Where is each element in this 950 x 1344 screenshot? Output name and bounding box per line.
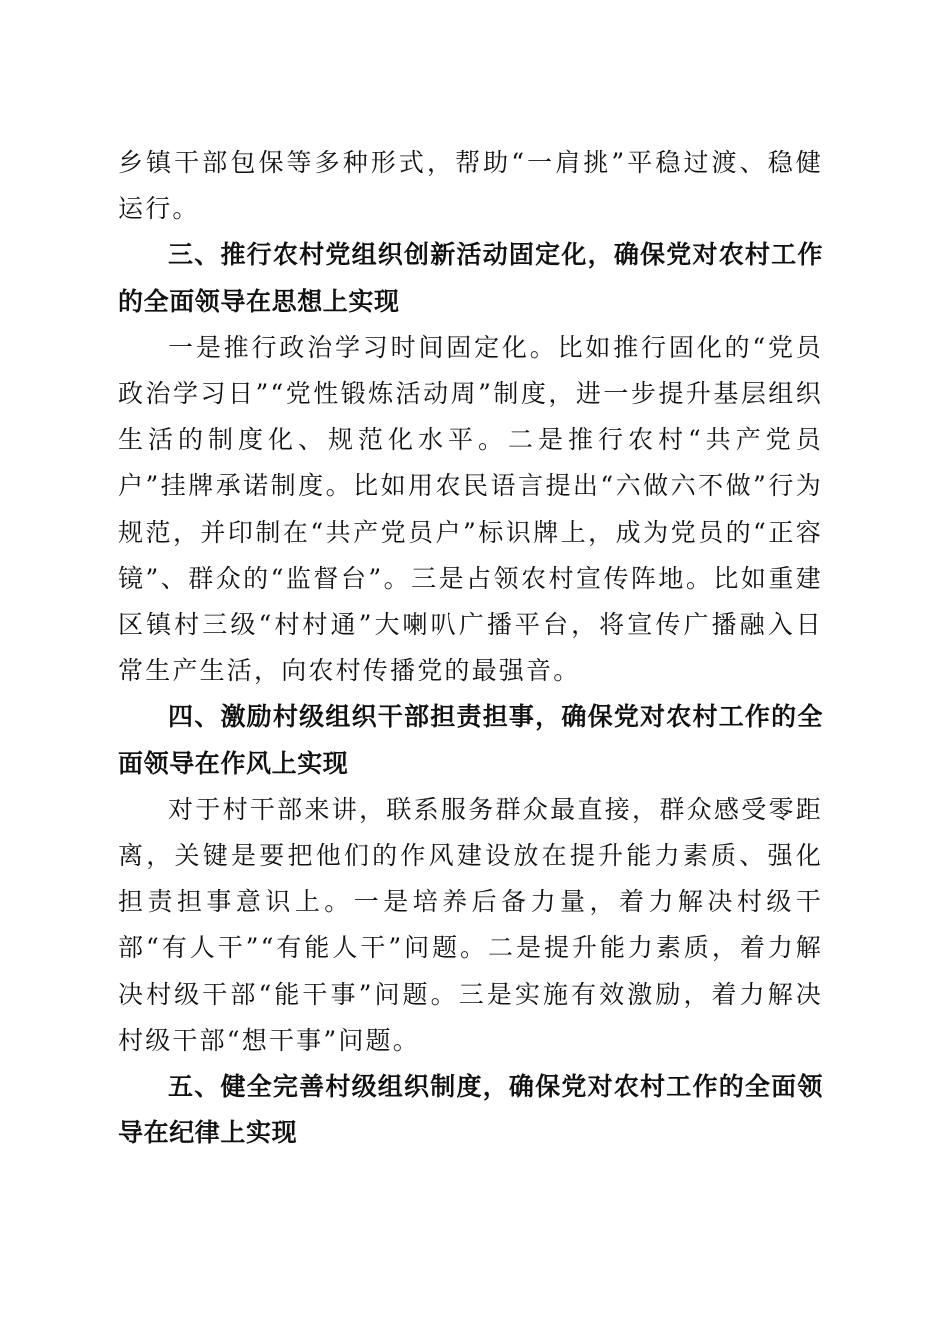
section-heading: 四、激励村级组织干部担责担事，确保党对农村工作的全面领导在作风上实现	[118, 702, 823, 778]
section-heading: 三、推行农村党组织创新活动固定化，确保党对农村工作的全面领导在思想上实现	[118, 240, 823, 316]
section-heading: 五、健全完善村级组织制度，确保党对农村工作的全面领导在纪律上实现	[118, 1072, 823, 1148]
body-paragraph: 对于村干部来讲，联系服务群众最直接，群众感受零距离，关键是要把他们的作风建设放在提升能力素质、强化担责担事意识上。一是培养后备力量，着力解决村级干部“有人干”“有能人干”问题。二是提升能力素质，着力解决村级干部“能干事”问题。三是实施有效激励，着力解决村级干部“想干事”问题。	[118, 794, 823, 1055]
document-page	[118, 140, 823, 1156]
body-paragraph: 一是推行政治学习时间固定化。比如推行固化的“党员政治学习日”“党性锻炼活动周”制度，进一步提升基层组织生活的制度化、规范化水平。二是推行农村“共产党员户”挂牌承诺制度。比如用农民语言提出“六做六不做”行为规范，并印制在“共产党员户”标识牌上，成为党员的“正容镜”、群众的“监督台”。三是占领农村宣传阵地。比如重建区镇村三级“村村通”大喇叭广播平台，将宣传广播融入日常生产生活，向农村传播党的最强音。	[118, 332, 823, 686]
body-paragraph: 乡镇干部包保等多种形式，帮助“一肩挑”平稳过渡、稳健运行。	[118, 148, 823, 224]
